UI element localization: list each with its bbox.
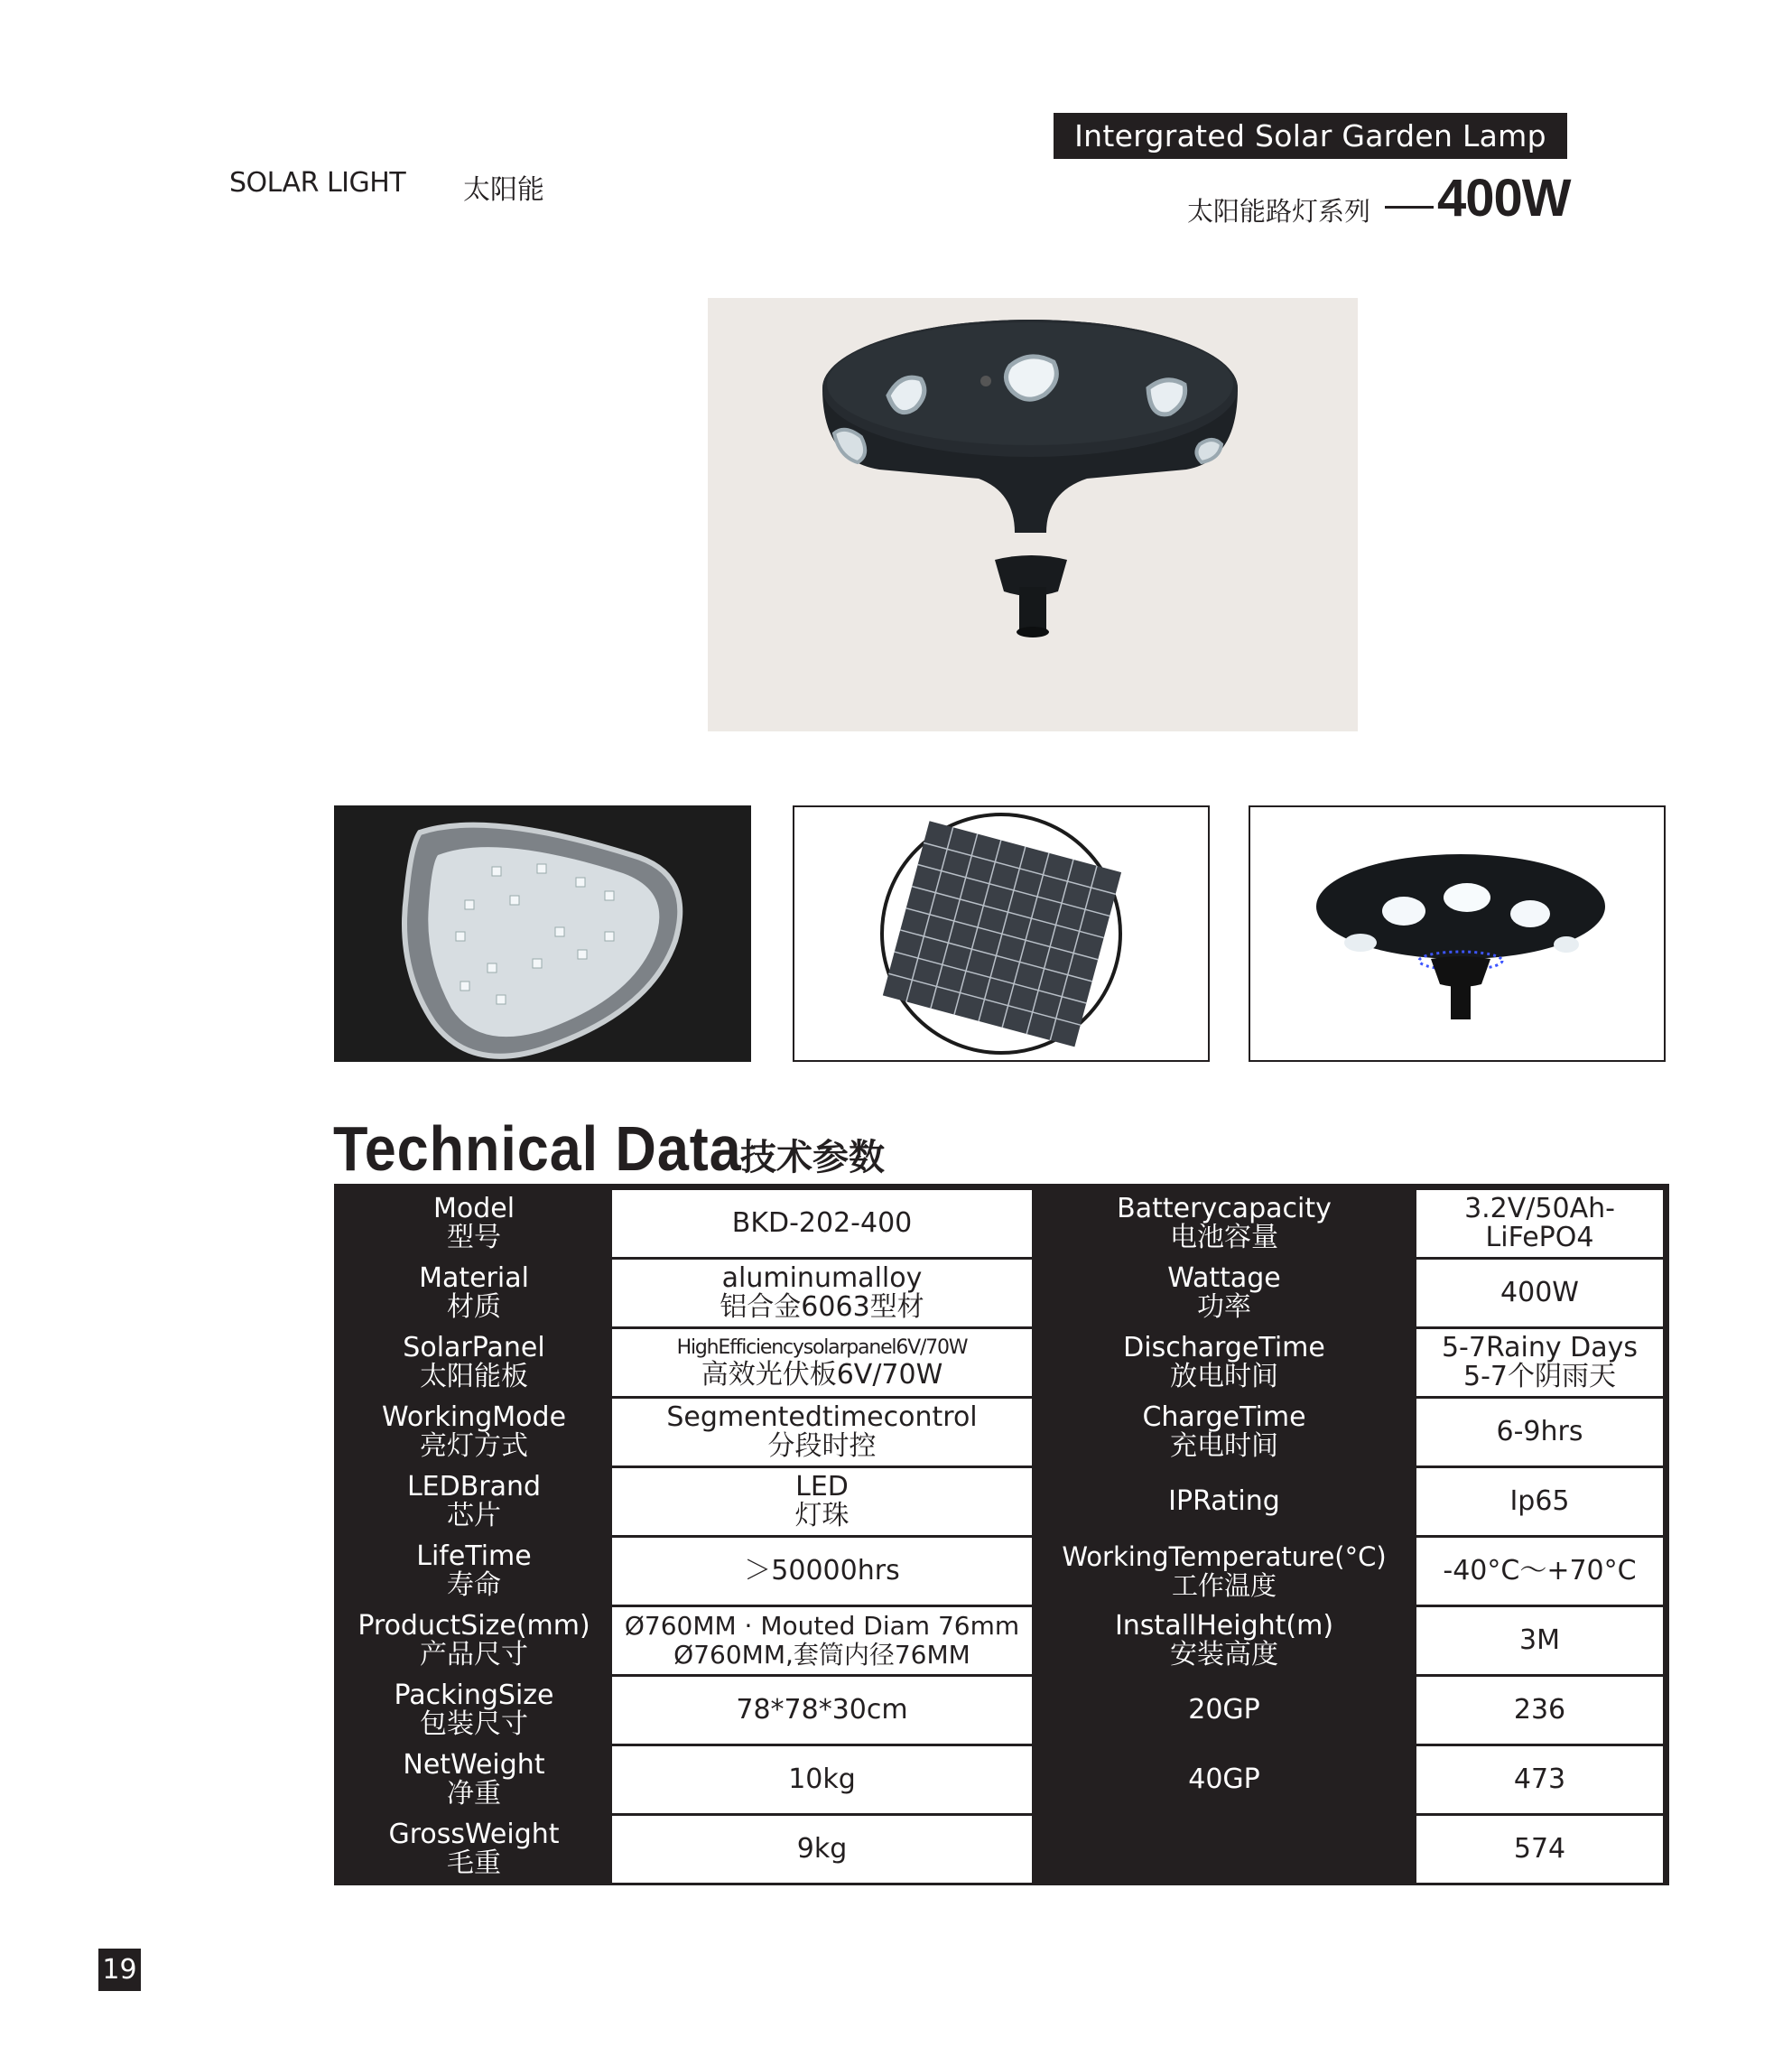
cell-text: GrossWeight (388, 1819, 560, 1850)
cell-text: LED (795, 1471, 849, 1503)
cell-text: 5-7Rainy Days (1441, 1332, 1639, 1363)
spec-value (612, 1399, 1032, 1465)
header-category-cn: 太阳能 (463, 174, 544, 206)
spec-label (340, 1260, 608, 1326)
cell-text: 亮灯方式 (420, 1430, 528, 1462)
cell-text: 包装尺寸 (420, 1708, 528, 1740)
spec-label (340, 1538, 608, 1605)
spec-label (1036, 1329, 1412, 1396)
spec-value (1416, 1746, 1663, 1813)
cell-text: 灯珠 (794, 1500, 850, 1531)
cell-text: Model (432, 1193, 515, 1224)
lamp-night-image (1249, 805, 1666, 1062)
power-rating: 400W (1437, 169, 1571, 228)
table-row (340, 1329, 1663, 1396)
cell-text: SolarPanel (403, 1332, 545, 1363)
cell-text: 工作温度 (1171, 1570, 1277, 1601)
cell-text: 78*78*30cm (736, 1694, 908, 1726)
cell-text: 3M (1519, 1624, 1560, 1656)
cell-text: WorkingTemperature(°C) (1062, 1541, 1387, 1572)
table-row (340, 1607, 1663, 1674)
cell-text: ChargeTime (1142, 1401, 1306, 1433)
cell-text: HighEfficiencysolarpanel6V/70W (676, 1336, 968, 1359)
cell-text: LifeTime (416, 1540, 532, 1572)
spec-label (340, 1329, 608, 1396)
cell-text: NetWeight (403, 1749, 545, 1781)
spec-label (340, 1746, 608, 1813)
cell-text: 分段时控 (767, 1430, 877, 1462)
spec-value (1416, 1607, 1663, 1674)
cell-text: 6-9hrs (1496, 1416, 1583, 1447)
cell-text: 功率 (1197, 1291, 1251, 1323)
cell-text: 电池容量 (1170, 1222, 1278, 1253)
cell-text: LEDBrand (406, 1471, 542, 1503)
cell-text: 473 (1513, 1763, 1566, 1795)
spec-label (1036, 1260, 1412, 1326)
cell-text: Ø760MM · Mouted Diam 76mm (624, 1611, 1020, 1641)
cell-text: WorkingMode (381, 1401, 567, 1433)
spec-label (1036, 1677, 1412, 1744)
spec-value (1416, 1399, 1663, 1465)
spec-label (1036, 1816, 1412, 1883)
cell-text: Material (419, 1262, 529, 1294)
spec-label (340, 1399, 608, 1465)
spec-label (1036, 1399, 1412, 1465)
product-title: Intergrated Solar Garden Lamp (1054, 113, 1567, 159)
spec-value (612, 1607, 1032, 1674)
cell-text: ＞50000hrs (744, 1555, 900, 1586)
spec-value (612, 1329, 1032, 1396)
spec-value (612, 1538, 1032, 1605)
cell-text: 高效光伏板6V/70W (701, 1359, 943, 1391)
spec-label (1036, 1746, 1412, 1813)
cell-text: 400W (1500, 1277, 1579, 1308)
cell-text: 材质 (447, 1291, 501, 1323)
spec-value (1416, 1677, 1663, 1744)
cell-text: 3.2V/50Ah-LiFePO4 (1464, 1193, 1615, 1253)
cell-text: Batterycapacity (1117, 1193, 1332, 1224)
table-row (340, 1746, 1663, 1813)
cell-text: 充电时间 (1170, 1430, 1278, 1462)
table-row (340, 1538, 1663, 1605)
cell-text: Ø760MM,套筒内径76MM (673, 1640, 970, 1670)
cell-text: 型号 (447, 1222, 501, 1253)
spec-value (612, 1677, 1032, 1744)
spec-value (1416, 1329, 1663, 1396)
table-row (340, 1399, 1663, 1465)
cell-text: 安装高度 (1170, 1639, 1278, 1670)
page-number: 19 (98, 1949, 141, 1991)
series-label: 太阳能路灯系列 (1187, 196, 1371, 227)
spec-value (1416, 1190, 1663, 1257)
cell-text: DischargeTime (1123, 1332, 1325, 1363)
cell-text: 574 (1513, 1833, 1566, 1865)
cell-text: 净重 (447, 1778, 501, 1810)
spec-value (1416, 1468, 1663, 1535)
cell-text: 放电时间 (1170, 1361, 1278, 1392)
header-category: SOLAR LIGHT (229, 167, 406, 199)
spec-label (1036, 1468, 1412, 1535)
spec-value (612, 1746, 1032, 1813)
solar-panel-image (793, 805, 1210, 1062)
cell-text: 毛重 (447, 1847, 501, 1879)
spec-label (340, 1677, 608, 1744)
technical-data-title: Technical Data (333, 1113, 742, 1184)
cell-text: 10kg (788, 1763, 856, 1795)
cell-text: 9kg (796, 1833, 848, 1865)
cell-text: -40°C～+70°C (1443, 1555, 1637, 1586)
cell-text: PackingSize (394, 1679, 554, 1711)
spec-label (1036, 1607, 1412, 1674)
cell-text: Ip65 (1509, 1485, 1570, 1517)
cell-text: IPRating (1168, 1485, 1280, 1517)
cell-text: 20GP (1188, 1694, 1260, 1726)
technical-data-title-cn: 技术参数 (740, 1137, 885, 1178)
cell-text: BKD-202-400 (731, 1207, 913, 1239)
spec-value (1416, 1816, 1663, 1883)
divider-dash (1385, 206, 1434, 209)
table-row (340, 1260, 1663, 1326)
cell-text: 40GP (1188, 1763, 1260, 1795)
cell-text: 芯片 (447, 1500, 501, 1531)
led-module-image (334, 805, 751, 1062)
spec-label (340, 1816, 608, 1883)
spec-value (1416, 1538, 1663, 1605)
cell-text: 5-7个阴雨天 (1463, 1361, 1616, 1392)
spec-value (612, 1260, 1032, 1326)
spec-label (340, 1190, 608, 1257)
cell-text: ProductSize(mm) (357, 1610, 590, 1642)
spec-label (340, 1468, 608, 1535)
cell-text: 铝合金6063型材 (720, 1291, 924, 1323)
spec-label (1036, 1190, 1412, 1257)
cell-text: 太阳能板 (420, 1361, 528, 1392)
spec-value (1416, 1260, 1663, 1326)
cell-text: 寿命 (447, 1569, 501, 1601)
table-row (340, 1677, 1663, 1744)
cell-text: aluminumalloy (721, 1262, 923, 1294)
spec-label (340, 1607, 608, 1674)
hero-lamp-image (708, 298, 1358, 731)
spec-value (612, 1816, 1032, 1883)
spec-table (334, 1184, 1669, 1885)
table-row (340, 1816, 1663, 1883)
cell-text: 产品尺寸 (420, 1639, 528, 1670)
cell-text: Wattage (1167, 1262, 1281, 1294)
table-row (340, 1468, 1663, 1535)
table-row (340, 1190, 1663, 1257)
cell-text: Segmentedtimecontrol (666, 1401, 978, 1433)
cell-text: InstallHeight(m) (1114, 1610, 1334, 1642)
spec-value (612, 1190, 1032, 1257)
spec-label (1036, 1538, 1412, 1605)
cell-text: 236 (1513, 1694, 1566, 1726)
spec-value (612, 1468, 1032, 1535)
